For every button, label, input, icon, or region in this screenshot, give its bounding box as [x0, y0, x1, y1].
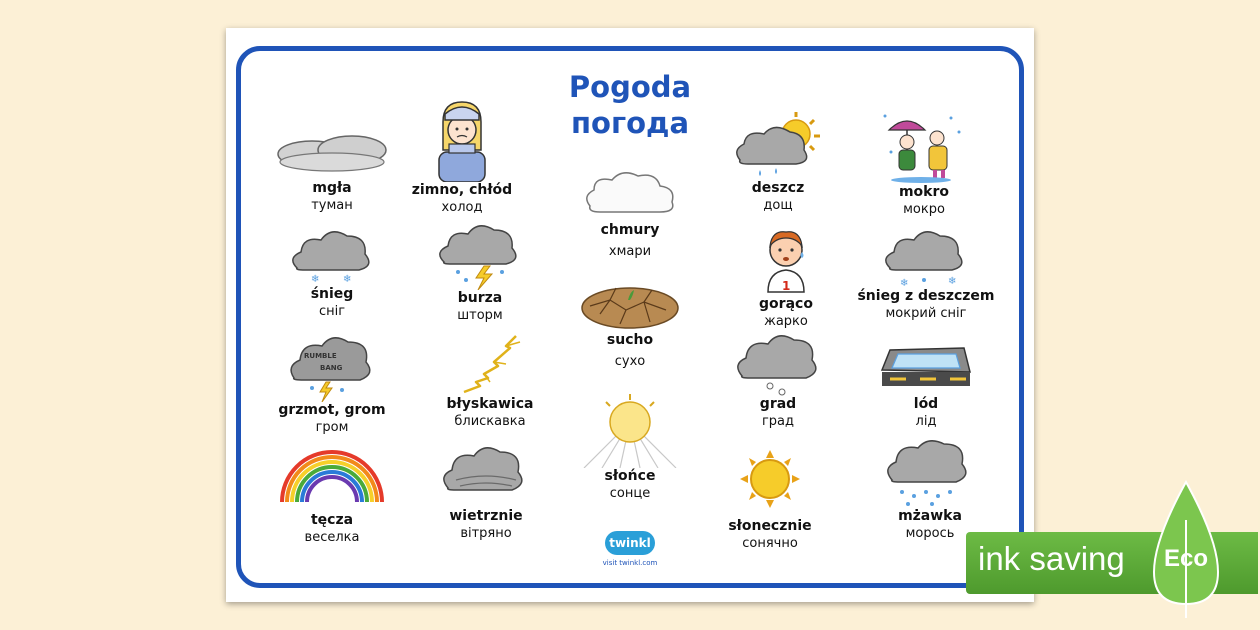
word-ukrainian: хмари [608, 244, 652, 259]
twinkl-url[interactable]: visit twinkl.com [602, 559, 658, 567]
word-ukrainian: вітряно [460, 526, 512, 541]
word-ukrainian: лід [915, 414, 937, 429]
lightning-icon [450, 334, 530, 396]
word-card-zimno [392, 100, 532, 216]
bang-text: BANG [320, 364, 343, 372]
thunder-cloud-icon [286, 330, 378, 402]
word-ukrainian: шторм [457, 308, 503, 323]
word-card-tecza [262, 448, 402, 546]
word-ukrainian: сонячно [742, 536, 798, 551]
ice-puddle-icon [876, 342, 976, 396]
word-polish: mgła [312, 180, 352, 196]
word-card-sucho [560, 280, 700, 370]
word-polish: błyskawica [446, 396, 534, 412]
word-ukrainian: холод [441, 200, 483, 215]
dry-ground-icon [580, 280, 680, 332]
word-card-grzmot [262, 330, 402, 436]
word-polish: słonecznie [728, 518, 812, 534]
sunny-icon [730, 448, 810, 510]
word-ukrainian: дощ [763, 198, 793, 213]
word-card-mgla [262, 124, 402, 214]
word-card-grad [708, 330, 848, 430]
hot-boy-icon [756, 222, 816, 296]
word-card-wietrznie [416, 442, 556, 542]
word-ukrainian: гром [315, 420, 349, 435]
storm-cloud-icon [434, 218, 526, 290]
word-polish: gorąco [759, 296, 813, 312]
title-ukrainian: погода [570, 106, 690, 140]
word-ukrainian: сонце [609, 486, 651, 501]
word-polish: chmury [600, 222, 660, 238]
cold-girl-icon [427, 100, 497, 182]
word-polish: mżawka [898, 508, 962, 524]
race-number: 1 [782, 279, 791, 293]
word-polish: śnieg z deszczem [857, 288, 995, 304]
word-card-snieg-z-deszczem [856, 224, 996, 322]
word-ukrainian: мокрий сніг [885, 306, 967, 321]
word-card-lod [856, 342, 996, 430]
word-ukrainian: веселка [304, 530, 360, 545]
svg-text:❄: ❄ [948, 276, 957, 287]
word-polish: słońce [604, 468, 656, 484]
svg-text:❄: ❄ [343, 274, 352, 285]
word-polish: zimno, chłód [411, 182, 513, 198]
cloud-outline-icon [580, 166, 680, 218]
svg-text:❄: ❄ [900, 278, 909, 288]
word-ukrainian: блискавка [454, 414, 526, 429]
word-card-slonce [560, 392, 700, 502]
word-polish: burza [457, 290, 503, 306]
title-polish: Pogoda [568, 70, 692, 104]
word-polish: tęcza [310, 512, 354, 528]
word-polish: śnieg [310, 286, 354, 302]
word-ukrainian: морось [905, 526, 955, 541]
word-card-slonecznie [700, 448, 840, 552]
word-ukrainian: жарко [764, 314, 808, 329]
sun-rays-icon [580, 392, 680, 468]
word-ukrainian: туман [311, 198, 353, 213]
wet-children-icon [879, 108, 969, 184]
word-card-deszcz [708, 110, 848, 214]
word-ukrainian: сніг [318, 304, 346, 319]
fog-cloud-icon [272, 124, 392, 180]
word-polish: deszcz [751, 180, 805, 196]
hail-cloud-icon [730, 330, 826, 396]
word-polish: grad [759, 396, 797, 412]
word-card-goraco [716, 222, 856, 330]
word-polish: grzmot, grom [278, 402, 386, 418]
word-card-burza [410, 218, 550, 324]
word-polish: mokro [898, 184, 950, 200]
word-card-mzawka [860, 438, 1000, 542]
word-ukrainian: сухо [614, 354, 646, 369]
snow-cloud-icon [287, 222, 377, 286]
drizzle-cloud-icon [880, 438, 980, 508]
twinkl-badge: twinkl [605, 531, 655, 555]
word-card-blyskawica [420, 334, 560, 430]
word-ukrainian: мокро [903, 202, 945, 217]
word-card-mokro [854, 108, 994, 218]
twinkl-logo[interactable] [602, 531, 658, 567]
word-ukrainian: град [761, 414, 795, 429]
word-polish: lód [913, 396, 939, 412]
word-polish: sucho [606, 332, 654, 348]
worksheet [226, 28, 1034, 602]
sleet-cloud-icon [878, 224, 974, 288]
eco-text: ink saving [978, 540, 1125, 577]
rain-sun-cloud-icon [730, 110, 826, 180]
windy-cloud-icon [436, 442, 536, 504]
rainbow-icon [278, 448, 386, 504]
word-card-chmury [560, 166, 700, 260]
rumble-text: RUMBLE [304, 352, 337, 360]
word-card-snieg [262, 222, 402, 320]
eco-label: Eco [1163, 545, 1208, 572]
word-polish: wietrznie [449, 508, 523, 524]
svg-text:❄: ❄ [311, 274, 320, 285]
